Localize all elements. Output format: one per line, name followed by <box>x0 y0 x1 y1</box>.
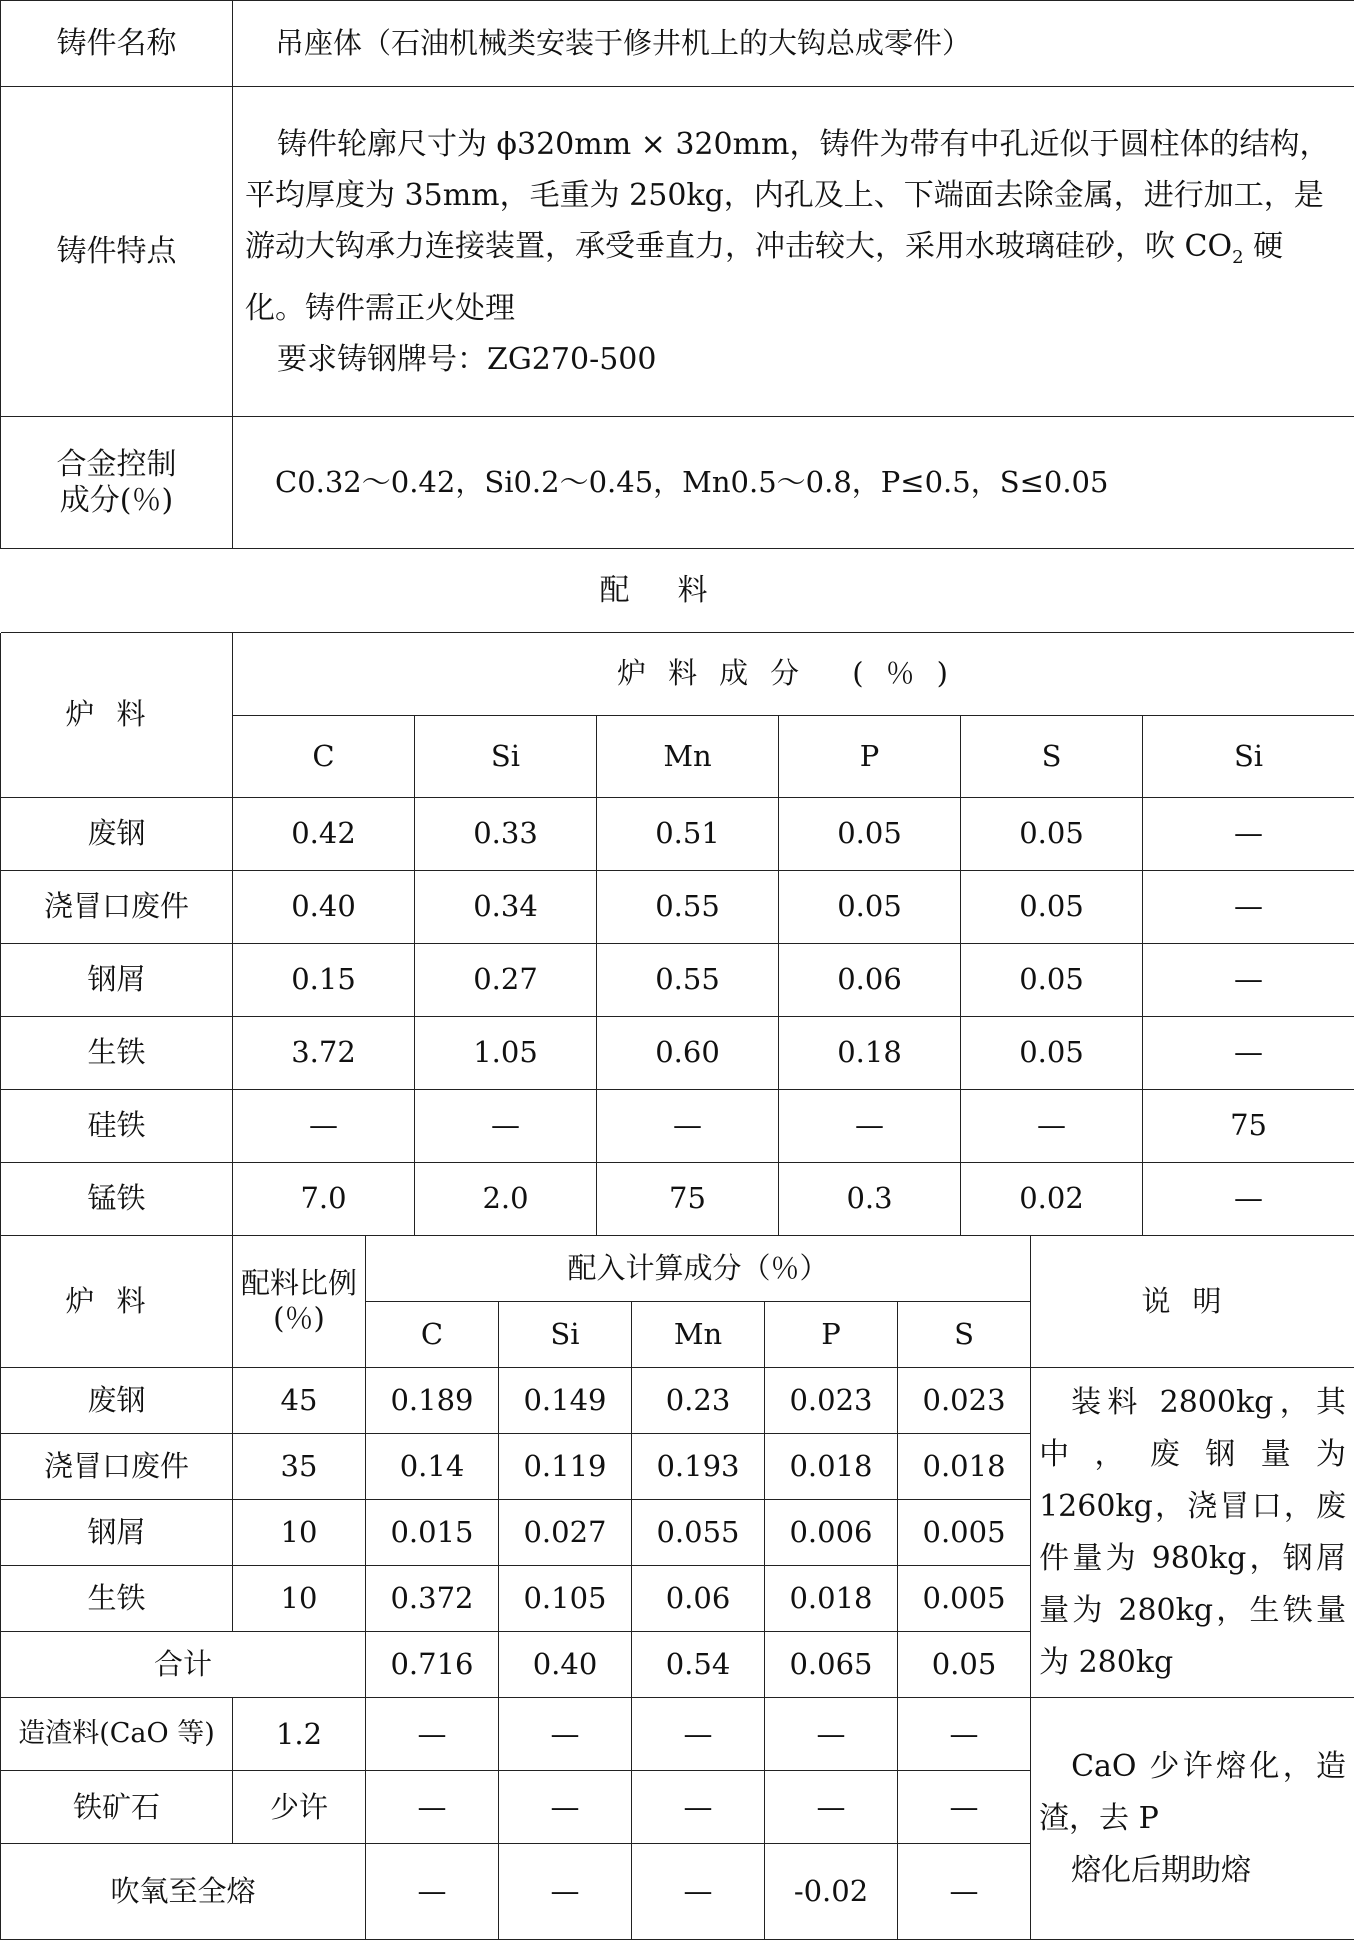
table-cell: — <box>366 1771 499 1844</box>
table-cell: 0.55 <box>597 870 779 943</box>
charge-col-mn: Mn <box>597 715 779 797</box>
table-cell: 0.006 <box>765 1500 898 1566</box>
charge-composition-table <box>0 633 1354 1236</box>
table-cell: 0.27 <box>415 943 597 1016</box>
section-title: 配料 <box>1 549 1354 633</box>
calc-row-name: 废钢 <box>1 1368 233 1434</box>
table-cell: 0.55 <box>597 943 779 1016</box>
table-cell: 0.02 <box>961 1162 1143 1235</box>
table-cell: 0.119 <box>499 1434 632 1500</box>
alloy-label <box>1 417 233 549</box>
table-cell: 0.14 <box>366 1434 499 1500</box>
table-cell: — <box>632 1844 765 1940</box>
alloy-label-1: 合金控制 <box>56 446 177 482</box>
feature-text-2: 硬化。铸件需正火处理 <box>245 228 1284 326</box>
calc-row-ratio: 10 <box>233 1566 366 1632</box>
table-cell: 0.018 <box>898 1434 1031 1500</box>
charge-row-name: 锰铁 <box>1 1162 233 1235</box>
feature-text-sub: 2 <box>1232 246 1244 268</box>
table-cell: -0.02 <box>765 1844 898 1940</box>
table-cell: — <box>415 1089 597 1162</box>
table-cell: 75 <box>1143 1089 1354 1162</box>
table-row <box>1 1368 1354 1434</box>
table-cell: — <box>898 1698 1031 1771</box>
total-label: 合计 <box>1 1632 366 1698</box>
table-row <box>1 943 1354 1016</box>
alloy-label-2: 成分(％) <box>59 482 174 518</box>
table-cell: 0.372 <box>366 1566 499 1632</box>
calc-note-2 <box>1031 1698 1354 1940</box>
table-cell: — <box>632 1771 765 1844</box>
table-cell: 0.54 <box>632 1632 765 1698</box>
table-cell: 0.06 <box>779 943 961 1016</box>
table-cell: — <box>233 1089 415 1162</box>
calc-row-ratio: 45 <box>233 1368 366 1434</box>
charge-group-header: 炉料成分 (％) <box>233 633 1354 715</box>
table-cell: 0.51 <box>597 797 779 870</box>
charge-row-name: 硅铁 <box>1 1089 233 1162</box>
table-row <box>1 1162 1354 1235</box>
table-cell: — <box>765 1698 898 1771</box>
alloy-value: C0.32～0.42，Si0.2～0.45，Mn0.5～0.8，P≤0.5，S≤0.05 <box>233 417 1354 549</box>
calc-col-s: S <box>898 1302 1031 1368</box>
table-cell: 0.3 <box>779 1162 961 1235</box>
casting-feature-text <box>233 87 1354 417</box>
table-cell: 0.023 <box>765 1368 898 1434</box>
section-title-row <box>1 549 1354 633</box>
table-cell: 0.193 <box>632 1434 765 1500</box>
calc-header-row <box>1 1236 1354 1302</box>
casting-feature-label: 铸件特点 <box>1 87 233 417</box>
table-cell: 0.018 <box>765 1434 898 1500</box>
table-cell: 0.34 <box>415 870 597 943</box>
table-cell: 0.40 <box>233 870 415 943</box>
charge-col-si2: Si <box>1143 715 1354 797</box>
calc-col-si: Si <box>499 1302 632 1368</box>
feature-grade: 要求铸钢牌号：ZG270-500 <box>277 341 657 377</box>
calc-row-name: 生铁 <box>1 1566 233 1632</box>
table-cell: 0.149 <box>499 1368 632 1434</box>
table-row <box>1 1089 1354 1162</box>
calc-note-1-text: 装料 2800kg，其中，废钢量为 1260kg，浇冒口，废件量为 980kg，钢屑量为 280kg，生铁量为 280kg <box>1039 1384 1347 1680</box>
table-cell: — <box>1143 797 1354 870</box>
casting-info-table <box>0 0 1354 633</box>
table-cell: 1.05 <box>415 1016 597 1089</box>
calc-col-p: P <box>765 1302 898 1368</box>
table-cell: 0.05 <box>961 870 1143 943</box>
table-cell: — <box>898 1844 1031 1940</box>
table-cell: 2.0 <box>415 1162 597 1235</box>
table-cell: 3.72 <box>233 1016 415 1089</box>
table-row <box>1 797 1354 870</box>
calc-group-header: 配入计算成分（％） <box>366 1236 1031 1302</box>
calc-row-name: 铁矿石 <box>1 1771 233 1844</box>
table-cell: — <box>632 1698 765 1771</box>
charge-col-c: C <box>233 715 415 797</box>
table-cell: 0.42 <box>233 797 415 870</box>
table-cell: 0.05 <box>779 870 961 943</box>
table-cell: 0.05 <box>779 797 961 870</box>
feature-text-1: 铸件轮廓尺寸为 ϕ320mm × 320mm，铸件为带有中孔近似于圆柱体的结构，平均厚度为 35mm，毛重为 250kg，内孔及上、下端面去除金属，进行加工，是游动大钩承力连接装置，承受垂直力，冲击较大，采用水玻璃硅砂，吹 CO <box>245 126 1330 264</box>
charge-row-header: 炉料 <box>1 633 233 797</box>
charge-col-si: Si <box>415 715 597 797</box>
table-row <box>1 1016 1354 1089</box>
table-cell: 0.105 <box>499 1566 632 1632</box>
table-cell: 0.33 <box>415 797 597 870</box>
calc-row-ratio: 1.2 <box>233 1698 366 1771</box>
table-cell: 0.716 <box>366 1632 499 1698</box>
table-cell: 0.23 <box>632 1368 765 1434</box>
calc-note-1 <box>1031 1368 1354 1698</box>
table-cell: 0.05 <box>961 1016 1143 1089</box>
table-cell: 0.189 <box>366 1368 499 1434</box>
table-cell: 0.06 <box>632 1566 765 1632</box>
calc-row-ratio: 少许 <box>233 1771 366 1844</box>
charge-row-name: 钢屑 <box>1 943 233 1016</box>
table-cell: 7.0 <box>233 1162 415 1235</box>
table-cell: — <box>961 1089 1143 1162</box>
table-cell: 0.05 <box>961 797 1143 870</box>
casting-name-row <box>1 1 1354 87</box>
table-cell: 0.40 <box>499 1632 632 1698</box>
table-cell: — <box>779 1089 961 1162</box>
table-cell: — <box>499 1698 632 1771</box>
charge-row-name: 浇冒口废件 <box>1 870 233 943</box>
table-cell: 0.015 <box>366 1500 499 1566</box>
calc-row-name: 钢屑 <box>1 1500 233 1566</box>
calc-ratio-header-1: 配料比例 <box>240 1266 357 1301</box>
table-cell: — <box>1143 1162 1354 1235</box>
table-cell: 0.027 <box>499 1500 632 1566</box>
casting-name-value: 吊座体（石油机械类安装于修井机上的大钩总成零件） <box>233 1 1354 87</box>
calc-row-header: 炉料 <box>1 1236 233 1368</box>
table-cell: 0.60 <box>597 1016 779 1089</box>
table-cell: 0.018 <box>765 1566 898 1632</box>
calc-col-mn: Mn <box>632 1302 765 1368</box>
table-cell: 0.065 <box>765 1632 898 1698</box>
table-cell: 0.005 <box>898 1500 1031 1566</box>
charge-row-name: 生铁 <box>1 1016 233 1089</box>
table-cell: — <box>1143 870 1354 943</box>
calc-ratio-header-2: (％) <box>273 1301 325 1336</box>
calc-row-ratio: 35 <box>233 1434 366 1500</box>
table-cell: — <box>898 1771 1031 1844</box>
oxygen-label: 吹氧至全熔 <box>1 1844 366 1940</box>
table-cell: 0.055 <box>632 1500 765 1566</box>
table-cell: — <box>1143 943 1354 1016</box>
table-cell: — <box>499 1771 632 1844</box>
calc-col-c: C <box>366 1302 499 1368</box>
charge-header-row <box>1 633 1354 715</box>
table-cell: — <box>765 1771 898 1844</box>
calc-ratio-header <box>233 1236 366 1368</box>
table-cell: 0.023 <box>898 1368 1031 1434</box>
charge-row-name: 废钢 <box>1 797 233 870</box>
calc-note-2b: 熔化后期助熔 <box>1071 1852 1252 1888</box>
table-cell: — <box>597 1089 779 1162</box>
charge-col-s: S <box>961 715 1143 797</box>
calc-note-2a: CaO 少许熔化，造渣，去 P <box>1039 1748 1347 1836</box>
table-cell: 75 <box>597 1162 779 1235</box>
calc-note-header: 说明 <box>1031 1236 1354 1368</box>
table-cell: — <box>366 1844 499 1940</box>
table-cell: 0.05 <box>961 943 1143 1016</box>
calculated-composition-table <box>0 1236 1354 1941</box>
calc-row-name: 造渣料(CaO 等) <box>1 1698 233 1771</box>
calc-row-ratio: 10 <box>233 1500 366 1566</box>
charge-col-p: P <box>779 715 961 797</box>
calc-row-name: 浇冒口废件 <box>1 1434 233 1500</box>
table-cell: 0.18 <box>779 1016 961 1089</box>
casting-name-label: 铸件名称 <box>1 1 233 87</box>
table-cell: — <box>1143 1016 1354 1089</box>
table-cell: 0.05 <box>898 1632 1031 1698</box>
table-cell: 0.15 <box>233 943 415 1016</box>
table-cell: — <box>499 1844 632 1940</box>
table-cell: 0.005 <box>898 1566 1031 1632</box>
alloy-row <box>1 417 1354 549</box>
table-row <box>1 870 1354 943</box>
table-row <box>1 1698 1354 1771</box>
table-cell: — <box>366 1698 499 1771</box>
casting-feature-row <box>1 87 1354 417</box>
